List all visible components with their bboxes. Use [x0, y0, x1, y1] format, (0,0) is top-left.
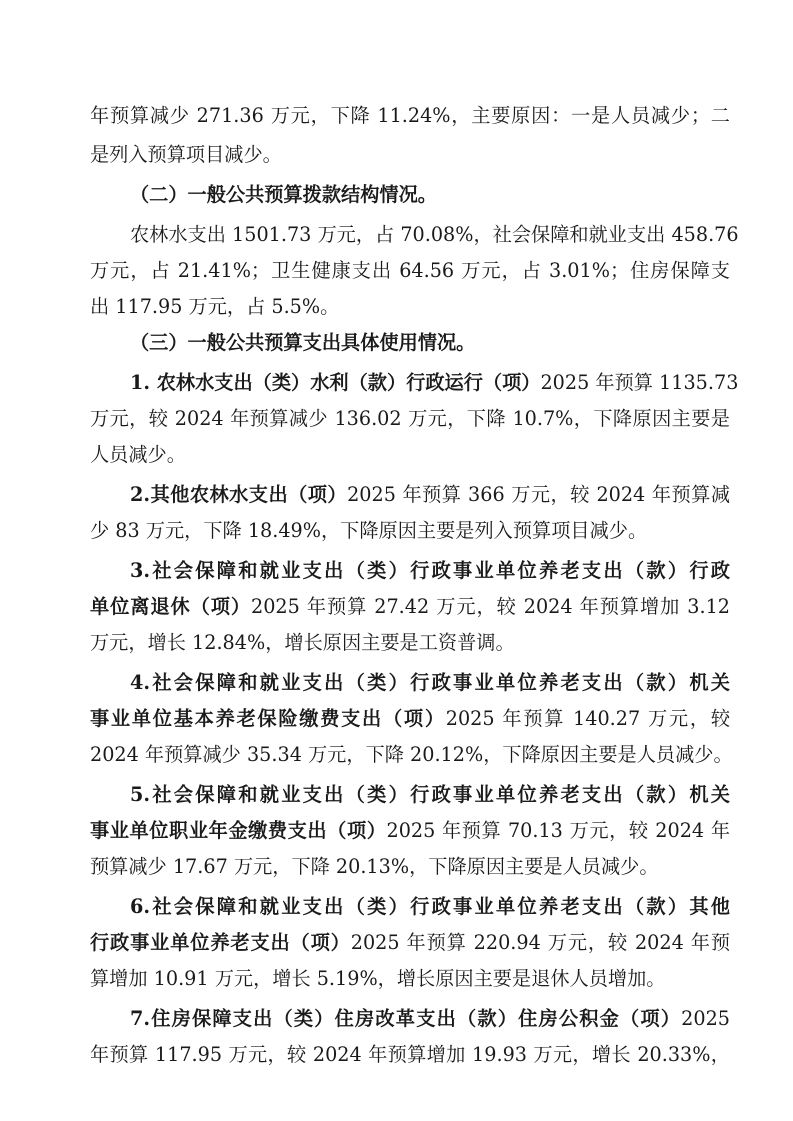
section-heading-3	[130, 328, 730, 358]
body-line	[90, 440, 730, 470]
item-title: 6.社会保障和就业支出（类）行政事业单位养老支出（款）其他	[130, 895, 730, 918]
item-title: 单位离退休（项）	[90, 595, 251, 618]
item-title: 事业单位基本养老保险缴费支出（项）	[90, 707, 446, 730]
item-title: 4.社会保障和就业支出（类）行政事业单位养老支出（款）机关	[130, 671, 730, 694]
item-line	[90, 592, 730, 622]
line-text: 农林水支出 1501.73 万元，占 70.08%，社会保障和就业支出 458.76	[130, 223, 739, 246]
body-line	[90, 628, 730, 658]
line-text: 2025 年预算 70.13 万元，较 2024 年	[386, 819, 731, 842]
line-text: 预算减少 17.67 万元，下降 20.13%，下降原因主要是人员减少。	[90, 855, 659, 878]
line-text: 2025 年预算 220.94 万元，较 2024 年预	[350, 931, 731, 954]
body-line	[90, 404, 730, 434]
line-text: 2025	[681, 1007, 730, 1030]
line-text: 万元，较 2024 年预算减少 136.02 万元，下降 10.7%，下降原因主要是	[90, 407, 730, 430]
line-text: 2025 年预算 27.42 万元，较 2024 年预算增加 3.12	[251, 595, 731, 618]
body-line	[90, 516, 730, 546]
item-line	[130, 368, 739, 398]
line-text: 年预算减少 271.36 万元，下降 11.24%，主要原因：一是人员减少；二	[90, 104, 730, 127]
item-title: 7.住房保障支出（类）住房改革支出（款）住房公积金（项）	[130, 1007, 682, 1030]
line-text: 出 117.95 万元，占 5.5%。	[90, 295, 340, 318]
body-line	[90, 101, 730, 131]
line-text: 2025 年预算 140.27 万元，较	[445, 707, 731, 730]
item-line	[130, 892, 730, 922]
item-title: 2.其他农林水支出（项）	[130, 483, 348, 506]
item-line	[90, 928, 730, 958]
item-line	[130, 1004, 730, 1034]
item-title: 3.社会保障和就业支出（类）行政事业单位养老支出（款）行政	[130, 559, 730, 582]
body-line	[90, 292, 730, 322]
body-line	[90, 740, 733, 770]
line-text: 算增加 10.91 万元，增长 5.19%，增长原因主要是退休人员增加。	[90, 967, 666, 990]
item-title: 1. 农林水支出（类）水利（款）行政运行（项）	[130, 371, 541, 394]
line-text: 2025 年预算 366 万元，较 2024 年预算减	[347, 483, 731, 506]
item-title: 行政事业单位养老支出（项）	[90, 931, 351, 954]
body-line	[90, 140, 730, 170]
line-text: 年预算 117.95 万元，较 2024 年预算增加 19.93 万元，增长 20.33%，	[90, 1043, 730, 1066]
item-line	[130, 480, 730, 510]
line-text: 2025 年预算 1135.73	[540, 371, 739, 394]
line-text: 万元，占 21.41%；卫生健康支出 64.56 万元，占 3.01%；住房保障支	[90, 259, 730, 282]
body-line	[90, 1040, 730, 1070]
line-text: 2024 年预算减少 35.34 万元，下降 20.12%，下降原因主要是人员减少。	[90, 743, 733, 766]
body-line	[130, 220, 739, 250]
line-text: 人员减少。	[90, 443, 186, 466]
item-line	[130, 780, 730, 810]
heading-text: （二）一般公共预算拨款结构情况。	[130, 183, 437, 206]
heading-text: （三）一般公共预算支出具体使用情况。	[130, 331, 476, 354]
line-text: 少 83 万元，下降 18.49%，下降原因主要是列入预算项目减少。	[90, 519, 648, 542]
section-heading-2	[130, 180, 730, 210]
item-line	[130, 668, 730, 698]
body-line	[90, 964, 730, 994]
body-line	[90, 852, 730, 882]
item-line	[90, 816, 730, 846]
line-text: 是列入预算项目减少。	[90, 143, 282, 166]
line-text: 万元，增长 12.84%，增长原因主要是工资普调。	[90, 631, 515, 654]
item-title: 事业单位职业年金缴费支出（项）	[90, 819, 387, 842]
item-title: 5.社会保障和就业支出（类）行政事业单位养老支出（款）机关	[130, 783, 730, 806]
item-line	[130, 556, 730, 586]
item-line	[90, 704, 730, 734]
body-line	[90, 256, 730, 286]
